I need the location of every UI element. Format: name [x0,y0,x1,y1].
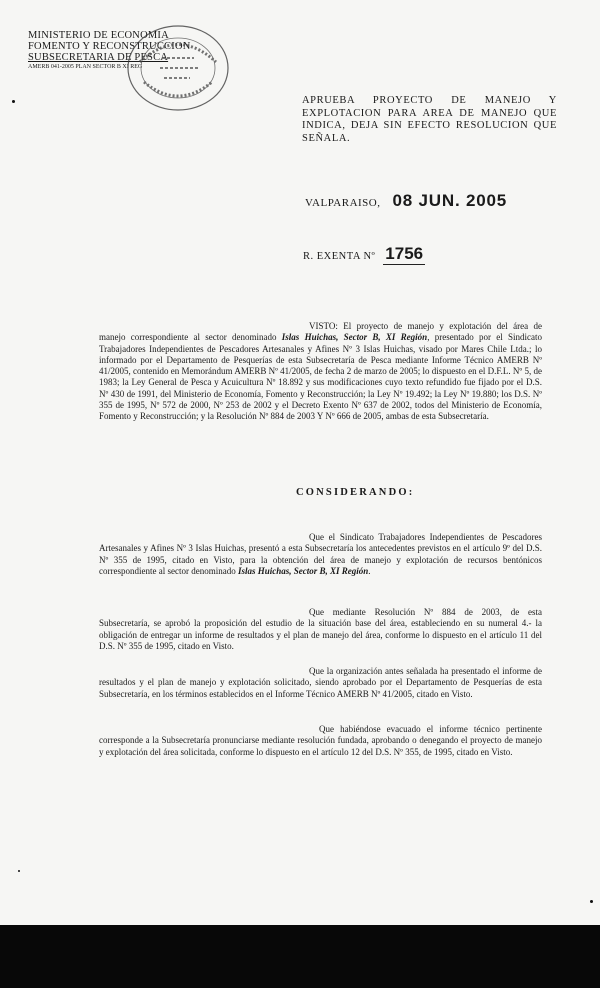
scan-dark-border [0,925,600,988]
scan-speck [18,870,20,872]
resolution-label: R. EXENTA Nº [303,251,376,262]
considerando-heading: CONSIDERANDO: [296,487,415,498]
place-and-date [305,191,507,211]
considerando-paragraph-4 [99,724,542,758]
considerando-3-text: Que la organización antes señalada ha presentado el informe de resultados y el plan de manejo y explotación solicitado, siendo aprobado por el Departamento de Pesquerías de esta Subsecretaría, en los términos establecidos en el Informe Técnico AMERB Nº 41/2005, citado en Visto. [99,666,542,699]
considerando-1-sector: Islas Huichas, Sector B, XI Región [237,565,369,576]
considerando-2-text: Que mediante Resolución Nº 884 de 2003, de esta Subsecretaría, se aprobó la proposición del estudio de la situación base del área, estableciendo en su numeral 4.- la obligación de entregar un informe de resultados y el plan de manejo del área, conforme lo dispuesto en el artículo 11 del D.S. Nº 355 de 1995, citado en Visto. [99,607,542,651]
date-stamp: 08 JUN. 2005 [392,191,508,210]
visto-sector: Islas Huichas, Sector B, XI Región [281,332,428,343]
resolution-subject: APRUEBA PROYECTO DE MANEJO Y EXPLOTACION PARA AREA DE MANEJO QUE INDICA, DEJA SIN EFECTO RESOLUCION QUE SEÑALA. [302,95,557,144]
resolution-number: 1756 [385,244,424,263]
visto-text-1: El proyecto de manejo y explotación del área de manejo correspondiente al sector denominado [99,321,542,343]
scan-speck [590,900,593,903]
resolution-number-line [303,244,425,265]
visto-text-2: , presentado por el Sindicato Trabajadores Independientes de Pescadores Artesanales y Afines Nº 3 Islas Huichas, visado por Mares Chile Ltda.; lo informado por el Departamento de Pesquerías de esta Subsecretaría de Pesca mediante Informe Técnico AMERB Nº 41/2005, contenido en Memorándum AMERB Nº 41/2005, de fecha 2 de marzo de 2005; lo dispuesto en el D.F.L. Nº 5, de 1983; la Ley General de Pesca y Acuicultura Nº 18.892 y sus modificaciones cuyo texto refundido fue fijado por el D.S. Nº 430 de 1991, del Ministerio de Economía, Fomento y Reconstrucción; la Ley Nº 19.492; la Ley Nº 19.880; los D.S. Nº 355 de 1995, Nº 572 de 2000, Nº 253 de 2002 y el Decreto Exento Nº 637 de 2002, todos del Ministerio de Economía, Fomento y Reconstrucción; y la Resolución Nº 884 de 2003 Y Nº 666 de 2005, ambas de esta Subsecretaría. [99,332,542,422]
considerando-4-text: Que habiéndose evacuado el informe técnico pertinente corresponde a la Subsecretaría pronunciarse mediante resolución fundada, aprobando o denegando el proyecto de manejo y explotación del área solicitada, conforme lo dispuesto en el artículo 12 del D.S. Nº 355, de 1995, citado en Visto. [99,724,542,757]
place-label: VALPARAISO, [305,197,381,209]
visto-paragraph [99,321,542,423]
ministry-line-2: FOMENTO Y RECONSTRUCCION [28,41,191,52]
considerando-paragraph-1 [99,532,542,577]
considerando-paragraph-2 [99,607,542,652]
visto-label: VISTO: [309,321,338,331]
scan-speck [12,100,15,103]
considerando-1-text-1: Que el Sindicato Trabajadores Independientes de Pescadores Artesanales y Afines Nº 3 Islas Huichas, presentó a esta Subsecretaría los antecedentes previstos en el artículo 9º del D.S. Nº 355 de 1995, citado en Visto, para la obtención del área de manejo y explotación de recursos bentónicos correspondiente al sector denominado [99,532,542,576]
considerando-1-text-2: . [368,565,371,576]
undersecretariat-line: SUBSECRETARIA DE PESCA [28,52,169,63]
considerando-paragraph-3 [99,666,542,700]
official-seal-stamp [120,22,230,114]
file-reference: AMERB 041-2005 PLAN SECTOR B XI REG [28,64,143,70]
ministry-line-1: MINISTERIO DE ECONOMIA [28,30,169,41]
